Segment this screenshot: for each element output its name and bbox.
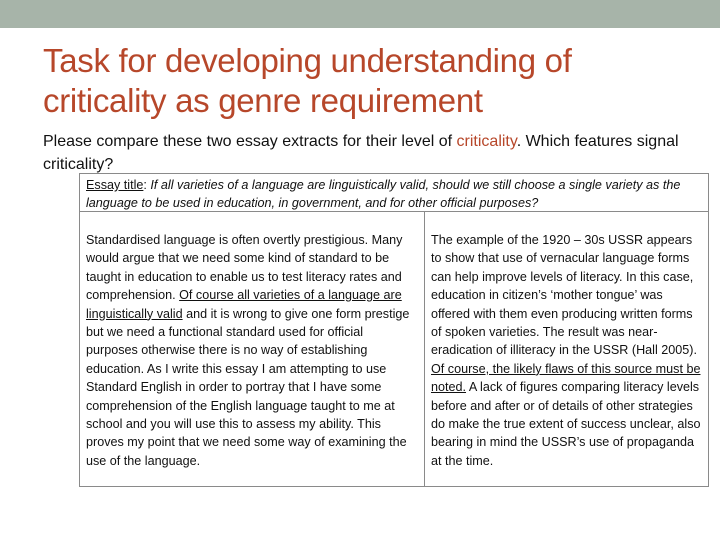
slide-title: Task for developing understanding of criticality as genre requirement [43, 42, 572, 119]
extract-right-underlined: Of course, the likely flaws of this source must be noted. [431, 361, 701, 395]
essay-title-colon: : [143, 178, 151, 192]
extract-left [80, 212, 425, 486]
instructions-question: . Which features signal criticality? [43, 133, 679, 173]
essay-title-row [80, 174, 708, 212]
essay-title-label: Essay title [86, 178, 144, 192]
essay-extracts-table [79, 173, 709, 487]
extract-left-underlined: Of course all varieties of a language are linguistically valid [86, 288, 402, 321]
extract-right [425, 212, 708, 486]
extract-left-text-start: Standardised language is often overtly prestigious. Many would argue that we need some kind of standard to be taught in education to enable us to test literacy rates and comprehension. [86, 233, 403, 303]
extract-right-text-end: A lack of figures comparing literacy levels before and after or of details of other strategies do make the true extent of success unclear, also bearing in mind the USSR’s use of propaganda at the time. [431, 380, 701, 468]
essay-title-question: If all varieties of a language are linguistically valid, should we still choose a single variety as the language to be used in education, in government, and for other official purposes? [86, 178, 681, 210]
criticality-highlight: criticality [456, 133, 517, 150]
task-instructions [43, 130, 693, 176]
top-decorative-bar [0, 0, 720, 28]
extract-left-text-end: and it is wrong to give one form prestige but we need a functional standard used for official purposes otherwise there is no way of establishing education. As I write this essay I am attempting to use Standard English in order to portray that I have some comprehension of the English language taught to me at school and you will use this to assess my ability. This proves my point that we need some way of examining the use of the language. [86, 306, 410, 468]
extract-right-text-start: The example of the 1920 – 30s USSR appears to show that use of vernacular language forms can help improve levels of literacy. In this case, education in citizen’s ‘mother tongue’ was offered with them even producing written forms of spoken varieties. The result was near-eradication of illiteracy in the USSR (Hall 2005). [431, 233, 697, 358]
instructions-text: Please compare these two essay extracts for their level of [43, 133, 457, 150]
